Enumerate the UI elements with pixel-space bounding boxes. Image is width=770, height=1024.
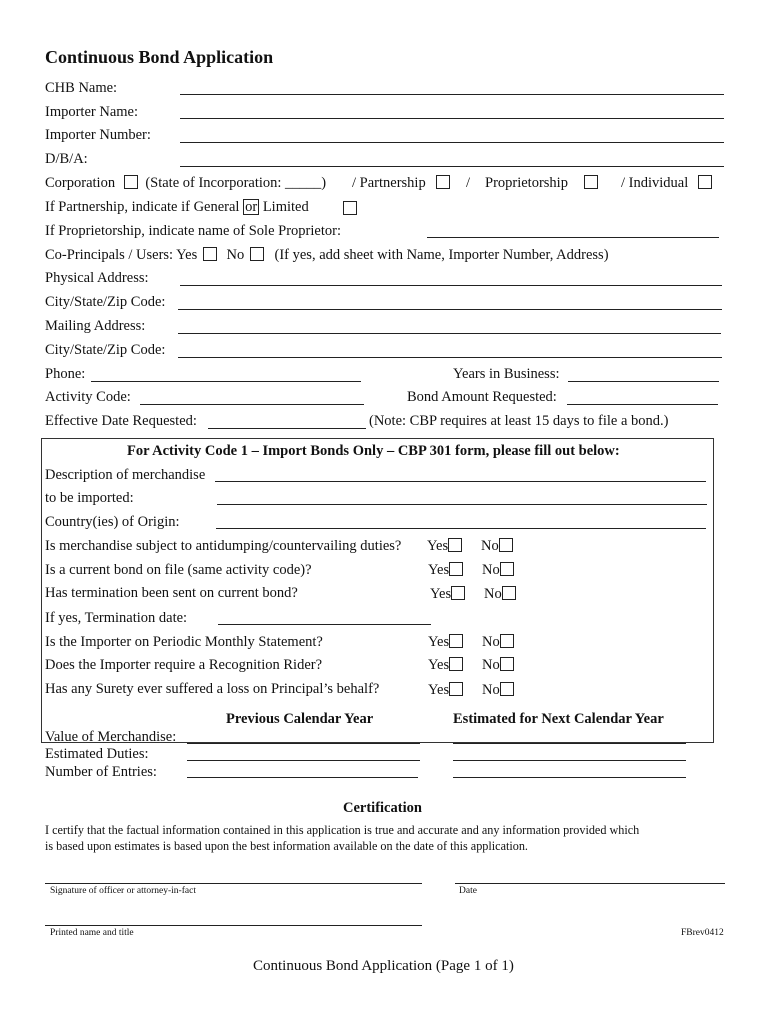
dba-label: D/B/A:	[45, 151, 88, 167]
chb-name-field[interactable]	[180, 94, 724, 95]
question-termination: Has termination been sent on current bond?	[45, 585, 298, 601]
question-periodic-statement: Is the Importer on Periodic Monthly Statement?	[45, 634, 323, 650]
termination-no	[484, 586, 516, 603]
importer-name-label: Importer Name:	[45, 104, 139, 120]
periodic-no	[482, 634, 514, 651]
next-calendar-year-header: Estimated for Next Calendar Year	[453, 711, 664, 727]
sole-proprietor-label: If Proprietorship, indicate name of Sole Proprietor:	[45, 223, 341, 239]
surety-no-checkbox[interactable]	[500, 682, 514, 696]
page-title: Continuous Bond Application	[45, 47, 274, 67]
termination-yes-checkbox[interactable]	[451, 586, 465, 600]
current-bond-no-label: No	[482, 562, 500, 578]
activity-code-label: Activity Code:	[45, 389, 131, 405]
years-in-business-label: Years in Business:	[453, 366, 560, 382]
to-be-imported-label: to be imported:	[45, 490, 134, 506]
question-recognition-rider: Does the Importer require a Recognition Rider?	[45, 657, 323, 673]
current-bond-yes	[428, 562, 463, 579]
partnership-type-row	[45, 199, 309, 216]
number-entries-label: Number of Entries:	[45, 764, 157, 780]
number-entries-next-field[interactable]	[453, 777, 686, 778]
certification-heading: Certification	[343, 800, 422, 816]
description-merchandise-label: Description of merchandise	[45, 467, 206, 483]
termination-yes	[430, 586, 465, 603]
coprincipals-no-label: No	[226, 247, 245, 263]
mailing-city-state-zip-field[interactable]	[178, 357, 722, 358]
signature-field[interactable]	[45, 883, 422, 884]
mailing-address-label: Mailing Address:	[45, 318, 146, 334]
current-bond-no-checkbox[interactable]	[500, 562, 514, 576]
sole-proprietor-field[interactable]	[427, 237, 719, 238]
proprietorship-label: Proprietorship	[485, 175, 568, 191]
limited-checkbox-wrap	[343, 201, 357, 218]
periodic-yes-checkbox[interactable]	[449, 634, 463, 648]
limited-checkbox[interactable]	[343, 201, 357, 215]
importer-number-field[interactable]	[180, 142, 724, 143]
antidumping-no-checkbox[interactable]	[499, 538, 513, 552]
antidumping-no-label: No	[481, 538, 499, 554]
importer-number-label: Importer Number:	[45, 127, 151, 143]
current-bond-no	[482, 562, 514, 579]
partnership-indicate-label: If Partnership, indicate if General	[45, 199, 240, 215]
question-antidumping: Is merchandise subject to antidumping/countervailing duties?	[45, 538, 402, 554]
value-merchandise-label: Value of Merchandise:	[45, 729, 177, 745]
periodic-yes	[428, 634, 463, 651]
coprincipals-no-checkbox[interactable]	[250, 247, 264, 261]
page-footer: Continuous Bond Application (Page 1 of 1)	[253, 958, 514, 974]
antidumping-yes-label: Yes	[427, 538, 449, 554]
coprincipals-note: (If yes, add sheet with Name, Importer Number, Address)	[274, 247, 609, 263]
individual-checkbox[interactable]	[698, 175, 712, 189]
physical-address-label: Physical Address:	[45, 270, 149, 286]
rider-yes-checkbox[interactable]	[449, 657, 463, 671]
estimated-duties-label: Estimated Duties:	[45, 746, 149, 762]
antidumping-no	[481, 538, 513, 555]
surety-yes	[428, 682, 463, 699]
individual-option	[621, 175, 712, 192]
value-merchandise-next-field[interactable]	[453, 743, 686, 744]
form-revision: FBrev0412	[681, 928, 724, 938]
individual-label: / Individual	[621, 175, 689, 191]
bond-amount-field[interactable]	[567, 404, 718, 405]
coprincipals-label: Co-Principals / Users: Yes	[45, 247, 198, 263]
date-label: Date	[459, 886, 477, 896]
activity-code-field[interactable]	[140, 404, 364, 405]
corporation-checkbox[interactable]	[124, 175, 138, 189]
date-field[interactable]	[455, 883, 725, 884]
effective-date-label: Effective Date Requested:	[45, 413, 197, 429]
rider-no-checkbox[interactable]	[500, 657, 514, 671]
termination-date-field[interactable]	[218, 624, 431, 625]
countries-origin-field[interactable]	[216, 528, 706, 529]
certification-text-line2: is based upon estimates is based upon the best information available on the date of this application.	[45, 839, 528, 853]
printed-name-label: Printed name and title	[50, 928, 134, 938]
certification-text-line1: I certify that the factual information contained in this application is true and accurate and any information provided which	[45, 823, 640, 837]
activity-1-heading: For Activity Code 1 – Import Bonds Only – CBP 301 form, please fill out below:	[127, 443, 620, 459]
current-bond-yes-label: Yes	[428, 562, 450, 578]
effective-date-field[interactable]	[208, 428, 366, 429]
coprincipals-row	[45, 247, 609, 264]
rider-yes	[428, 657, 463, 674]
rider-no-label: No	[482, 657, 500, 673]
question-surety-loss: Has any Surety ever suffered a loss on Principal’s behalf?	[45, 681, 380, 697]
proprietorship-option	[485, 175, 598, 192]
signature-label: Signature of officer or attorney-in-fact	[50, 886, 196, 896]
city-state-zip-field[interactable]	[178, 309, 722, 310]
surety-no-label: No	[482, 682, 500, 698]
termination-date-label: If yes, Termination date:	[45, 610, 188, 626]
effective-date-note: (Note: CBP requires at least 15 days to file a bond.)	[369, 413, 669, 429]
printed-name-field[interactable]	[45, 925, 422, 926]
slash-separator: /	[466, 175, 471, 191]
termination-no-checkbox[interactable]	[502, 586, 516, 600]
coprincipals-yes-checkbox[interactable]	[203, 247, 217, 261]
proprietorship-checkbox[interactable]	[584, 175, 598, 189]
countries-origin-label: Country(ies) of Origin:	[45, 514, 180, 530]
partnership-checkbox[interactable]	[436, 175, 450, 189]
bond-amount-label: Bond Amount Requested:	[407, 389, 557, 405]
chb-name-label: CHB Name:	[45, 80, 118, 96]
limited-label: Limited	[262, 199, 309, 215]
surety-no	[482, 682, 514, 699]
dba-field[interactable]	[180, 166, 724, 167]
mailing-city-state-zip-label: City/State/Zip Code:	[45, 342, 166, 358]
question-current-bond: Is a current bond on file (same activity code)?	[45, 562, 312, 578]
partnership-option	[352, 175, 450, 192]
antidumping-yes	[427, 538, 462, 555]
importer-name-field[interactable]	[180, 118, 724, 119]
city-state-zip-label: City/State/Zip Code:	[45, 294, 166, 310]
periodic-no-label: No	[482, 634, 500, 650]
periodic-no-checkbox[interactable]	[500, 634, 514, 648]
rider-yes-label: Yes	[428, 657, 450, 673]
mailing-address-field[interactable]	[178, 333, 721, 334]
current-bond-yes-checkbox[interactable]	[449, 562, 463, 576]
value-merchandise-prev-field[interactable]	[187, 743, 420, 744]
estimated-duties-next-field[interactable]	[453, 760, 686, 761]
years-in-business-field[interactable]	[568, 381, 719, 382]
estimated-duties-prev-field[interactable]	[187, 760, 420, 761]
number-entries-prev-field[interactable]	[187, 777, 418, 778]
corporation-row	[45, 175, 326, 192]
surety-yes-checkbox[interactable]	[449, 682, 463, 696]
surety-yes-label: Yes	[428, 682, 450, 698]
partnership-label: / Partnership	[352, 175, 426, 191]
termination-no-label: No	[484, 586, 502, 602]
description-merchandise-field[interactable]	[215, 481, 706, 482]
phone-field[interactable]	[91, 381, 361, 382]
rider-no	[482, 657, 514, 674]
to-be-imported-field[interactable]	[217, 504, 707, 505]
periodic-yes-label: Yes	[428, 634, 450, 650]
state-incorporation-label: (State of Incorporation: _____)	[145, 175, 327, 191]
phone-label: Phone:	[45, 366, 86, 382]
previous-calendar-year-header: Previous Calendar Year	[226, 711, 374, 727]
general-or-box[interactable]: or	[245, 199, 258, 215]
physical-address-field[interactable]	[180, 285, 722, 286]
termination-yes-label: Yes	[430, 586, 452, 602]
antidumping-yes-checkbox[interactable]	[448, 538, 462, 552]
corporation-label: Corporation	[45, 175, 116, 191]
